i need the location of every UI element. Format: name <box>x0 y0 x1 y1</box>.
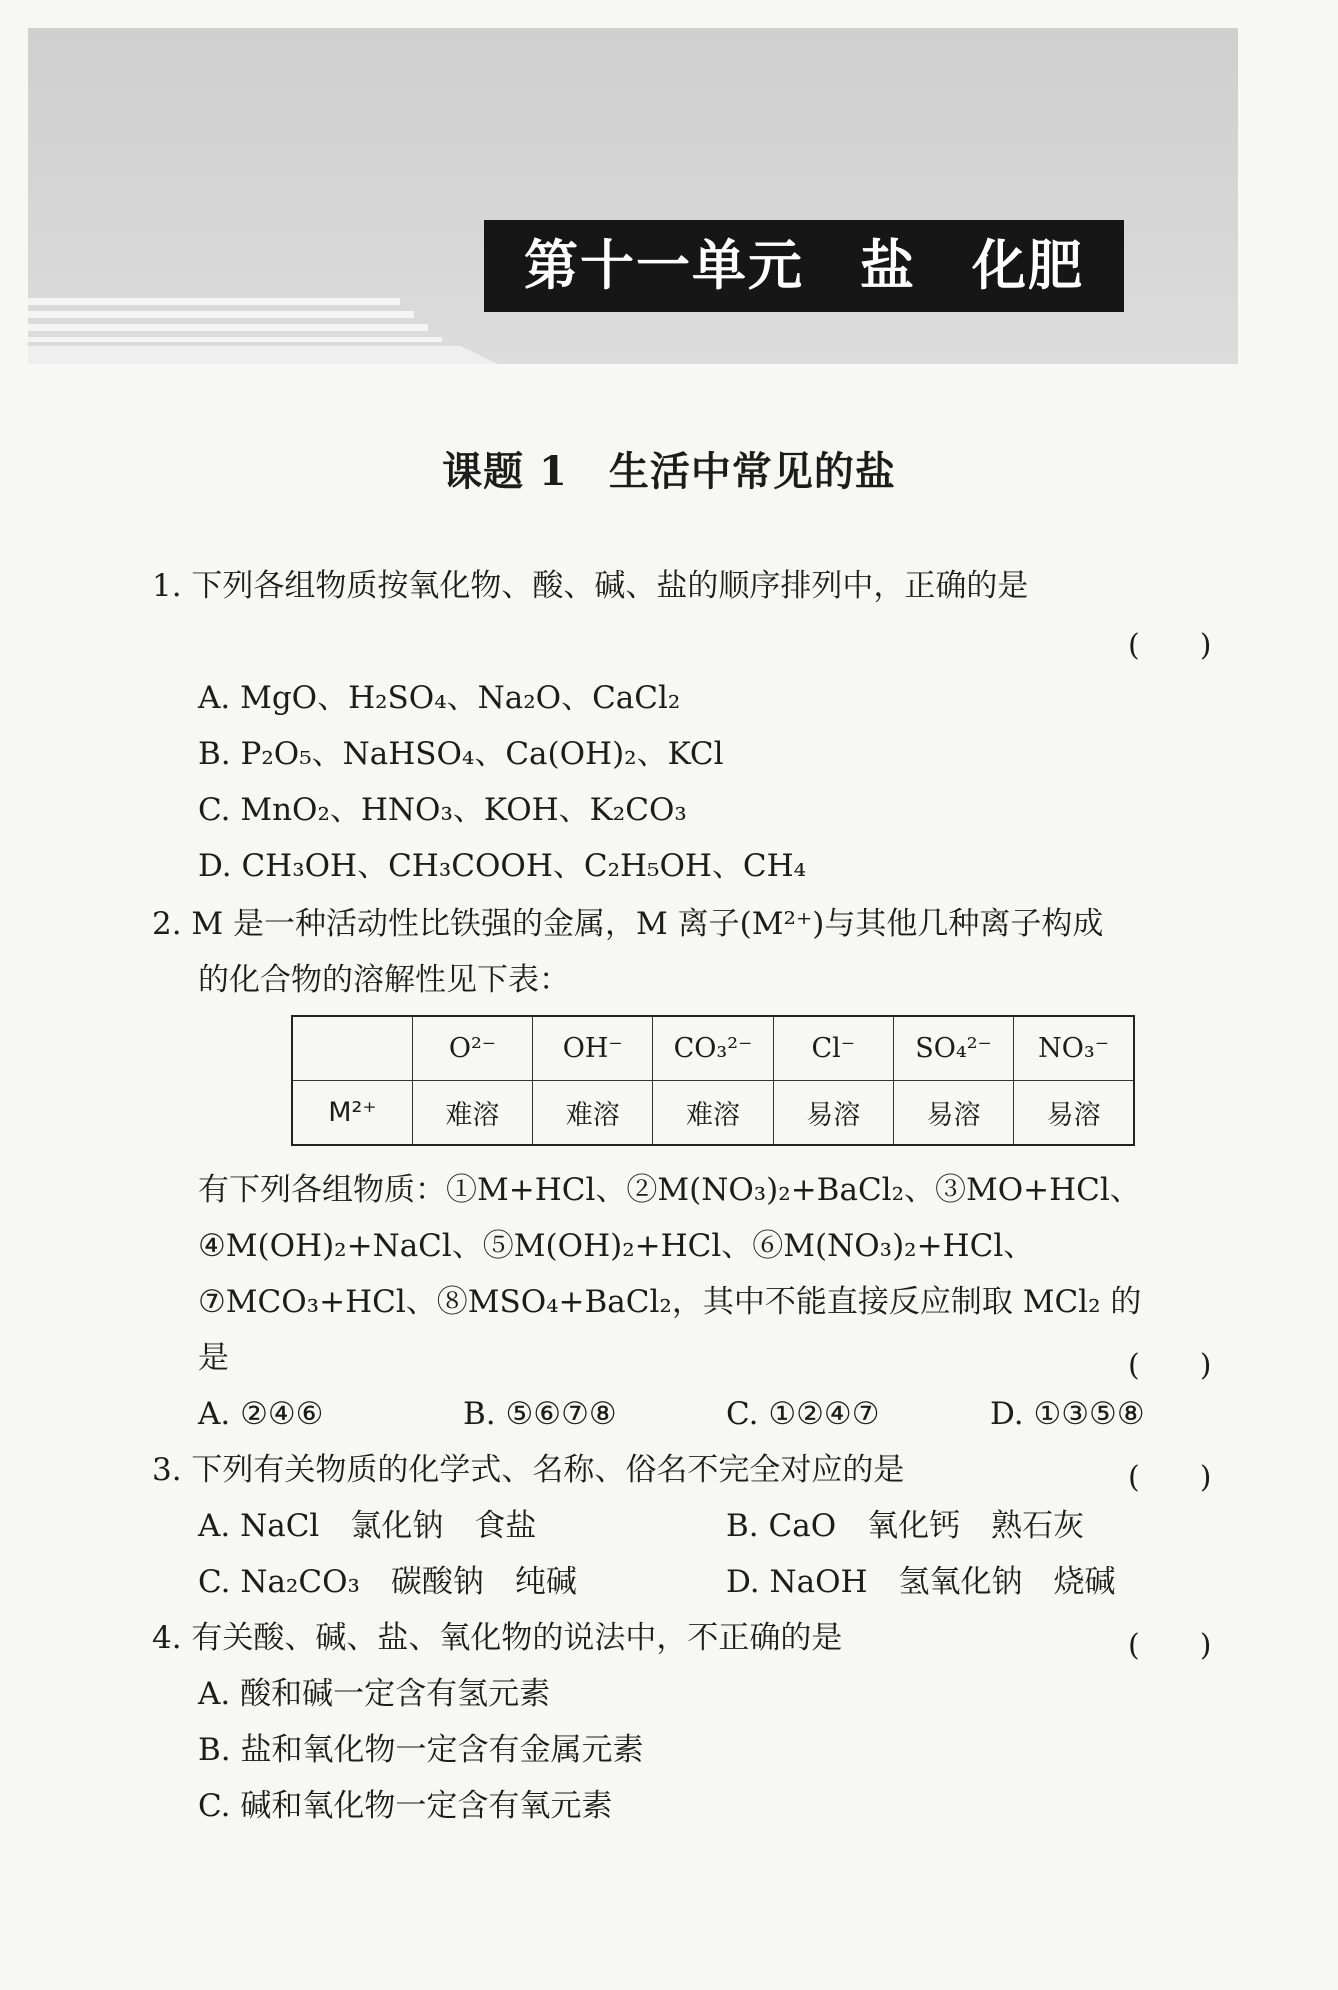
table-cell: 易溶 <box>1014 1081 1134 1146</box>
table-cell: 易溶 <box>893 1081 1013 1146</box>
unit-title: 第十一单元 盐 化肥 <box>484 220 1124 312</box>
q2-body-line1: 有下列各组物质：①M+HCl、②M(NO₃)₂+BaCl₂、③MO+HCl、 <box>198 1172 1141 1208</box>
banner-stripe <box>28 311 414 318</box>
banner-stripe <box>28 324 428 331</box>
q2-body-line4: 是 <box>198 1340 229 1376</box>
q2-option-c: C. ①②④⑦ <box>726 1396 880 1432</box>
q4-option-c: C. 碱和氧化物一定含有氧元素 <box>198 1788 613 1824</box>
q2-option-b: B. ⑤⑥⑦⑧ <box>463 1396 617 1432</box>
table-header-cell: CO₃²⁻ <box>653 1016 773 1081</box>
q2-body-line2: ④M(OH)₂+NaCl、⑤M(OH)₂+HCl、⑥M(NO₃)₂+HCl、 <box>198 1228 1035 1264</box>
q1-option-b: B. P₂O₅、NaHSO₄、Ca(OH)₂、KCl <box>198 736 724 772</box>
q1-stem: 1. 下列各组物质按氧化物、酸、碱、盐的顺序排列中，正确的是 <box>152 568 1029 604</box>
table-cell: 难溶 <box>412 1081 532 1146</box>
table-header-cell: Cl⁻ <box>773 1016 893 1081</box>
table-cell: 难溶 <box>533 1081 653 1146</box>
q1-option-c: C. MnO₂、HNO₃、KOH、K₂CO₃ <box>198 792 687 828</box>
q3-stem: 3. 下列有关物质的化学式、名称、俗名不完全对应的是 <box>152 1452 905 1488</box>
q3-answer-paren: ( ) <box>1128 1460 1212 1495</box>
q4-stem: 4. 有关酸、碱、盐、氧化物的说法中，不正确的是 <box>152 1620 843 1656</box>
table-header-cell: NO₃⁻ <box>1014 1016 1134 1081</box>
q1-option-d: D. CH₃OH、CH₃COOH、C₂H₅OH、CH₄ <box>198 848 807 884</box>
table-cell: 难溶 <box>653 1081 773 1146</box>
q2-answer-paren: ( ) <box>1128 1348 1212 1383</box>
q4-option-b: B. 盐和氧化物一定含有金属元素 <box>198 1732 644 1768</box>
q1-option-a: A. MgO、H₂SO₄、Na₂O、CaCl₂ <box>198 680 681 716</box>
table-row <box>292 1081 1134 1146</box>
table-header-cell: O²⁻ <box>412 1016 532 1081</box>
banner-stripe <box>28 337 442 342</box>
table-header-cell: SO₄²⁻ <box>893 1016 1013 1081</box>
q2-body-line3: ⑦MCO₃+HCl、⑧MSO₄+BaCl₂，其中不能直接反应制取 MCl₂ 的 <box>198 1284 1142 1320</box>
solubility-table <box>291 1015 1135 1146</box>
q4-answer-paren: ( ) <box>1128 1628 1212 1663</box>
q3-option-b: B. CaO 氧化钙 熟石灰 <box>726 1508 1085 1544</box>
banner-wedge <box>28 346 498 364</box>
q2-option-d: D. ①③⑤⑧ <box>990 1396 1145 1432</box>
banner-stripe <box>28 298 400 305</box>
unit-banner <box>28 28 1238 364</box>
q2-option-a: A. ②④⑥ <box>198 1396 324 1432</box>
q1-answer-paren: ( ) <box>1128 628 1212 663</box>
q3-option-a: A. NaCl 氯化钠 食盐 <box>198 1508 537 1544</box>
q3-option-d: D. NaOH 氢氧化钠 烧碱 <box>726 1564 1116 1600</box>
q2-stem-line1: 2. M 是一种活动性比铁强的金属，M 离子(M²⁺)与其他几种离子构成 <box>152 906 1104 942</box>
lesson-title: 课题 1 生活中常见的盐 <box>442 448 896 495</box>
table-row-header: M²⁺ <box>292 1081 412 1146</box>
table-cell: 易溶 <box>773 1081 893 1146</box>
q3-option-c: C. Na₂CO₃ 碳酸钠 纯碱 <box>198 1564 577 1600</box>
table-header-cell <box>292 1016 412 1081</box>
q4-option-a: A. 酸和碱一定含有氢元素 <box>198 1676 551 1712</box>
table-header-row <box>292 1016 1134 1081</box>
table-header-cell: OH⁻ <box>533 1016 653 1081</box>
q2-stem-line2: 的化合物的溶解性见下表： <box>198 962 570 998</box>
